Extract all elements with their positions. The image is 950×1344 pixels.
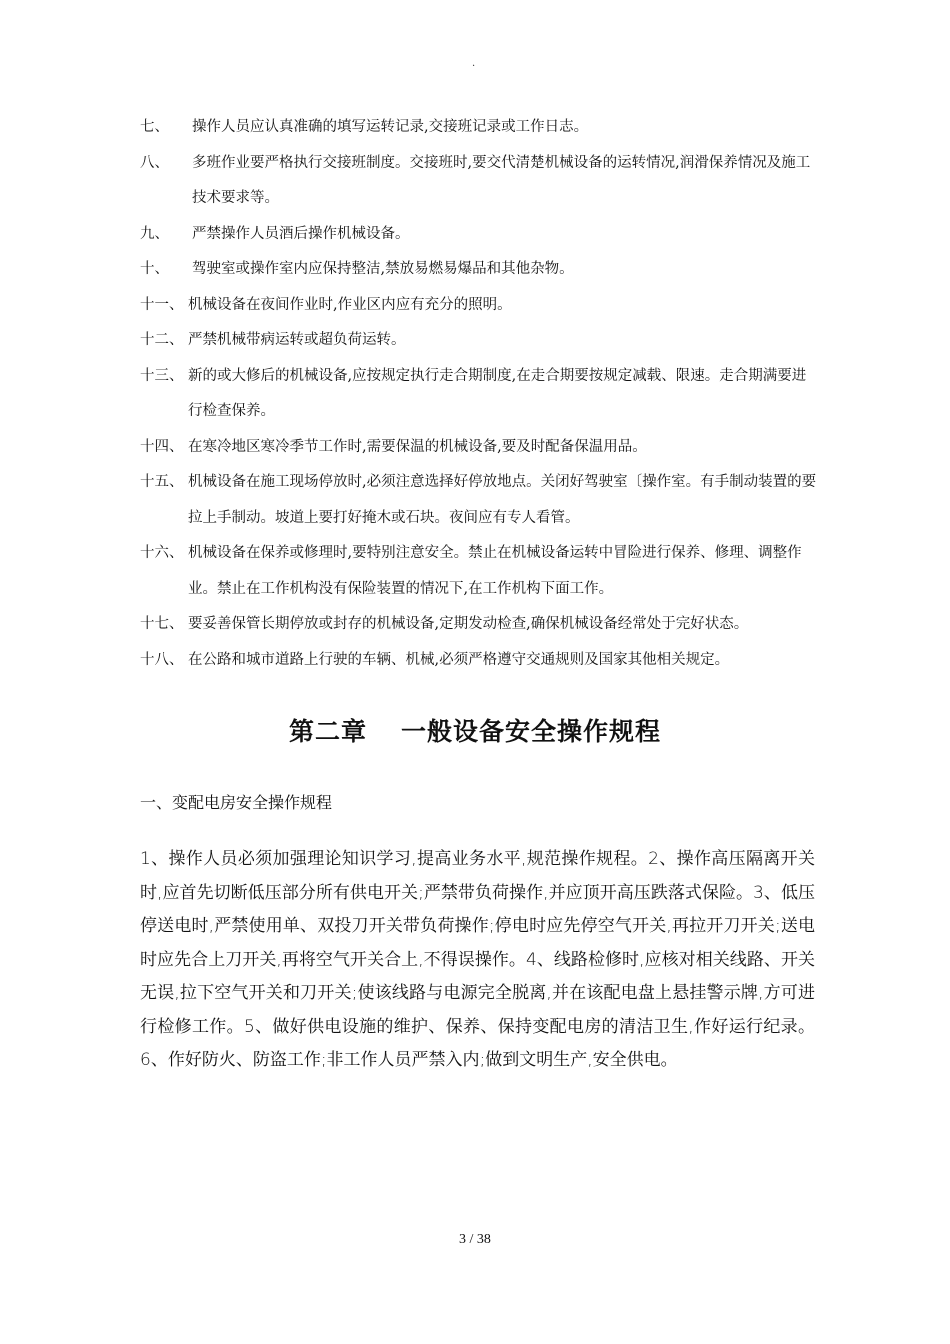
list-item (140, 323, 820, 359)
item-text: 在寒冷地区寒冷季节工作时,需要保温的机械设备,要及时配备保温用品。 (188, 438, 647, 455)
chapter-number: 第二章 (288, 717, 367, 746)
chapter-heading (0, 712, 950, 748)
item-number: 八、 (140, 154, 169, 171)
item-text: 操作人员应认真准确的填写运转记录,交接班记录或工作日志。 (192, 119, 589, 135)
item-number: 十六、 (140, 545, 184, 561)
item-text: 在公路和城市道路上行驶的车辆、机械,必须严格遵守交通规则及国家其他相关规定。 (188, 651, 730, 668)
item-text: 机械设备在施工现场停放时,必须注意选择好停放地点。关闭好驾驶室〔操作室。有手制动装置的要拉上手制动。坡道上要打好掩木或石块。夜间应有专人看管。 (188, 474, 817, 526)
list-item (140, 110, 820, 146)
item-text: 机械设备在保养或修理时,要特别注意安全。禁止在机械设备运转中冒险进行保养、修理、调整作业。禁止在工作机构没有保险装置的情况下,在工作机构下面工作。 (188, 545, 802, 597)
item-text: 驾驶室或操作室内应保持整洁,禁放易燃易爆品和其他杂物。 (192, 261, 574, 277)
item-text: 严禁机械带病运转或超负荷运转。 (188, 332, 406, 348)
item-text: 新的或大修后的机械设备,应按规定执行走合期制度,在走合期要按规定减载、限速。走合期满要进行检查保养。 (188, 367, 807, 419)
list-item (140, 288, 820, 324)
header-mark: . (472, 58, 476, 69)
chapter-title: 一般设备安全操作规程 (401, 717, 662, 746)
item-text: 要妥善保管长期停放或封存的机械设备,定期发动检查,确保机械设备经常处于完好状态。 (188, 616, 749, 632)
list-item (140, 252, 820, 288)
item-text: 严禁操作人员酒后操作机械设备。 (192, 225, 410, 242)
item-number: 十八、 (140, 651, 184, 668)
list-item (140, 536, 820, 607)
body-paragraph: 1、操作人员必须加强理论知识学习,提高业务水平,规范操作规程。2、操作高压隔离开关时,应首先切断低压部分所有供电开关;严禁带负荷操作,并应顶开高压跌落式保险。3、低压停送电时,严禁使用单、双投刀开关带负荷操作;停电时应先停空气开关,再拉开刀开关;送电时应先合上刀开关,再将空气开关合上,不得误操作。4、线路检修时,应核对相关线路、开关无误,拉下空气开关和刀开关;使该线路与电源完全脱离,并在该配电盘上悬挂警示牌,方可进行检修工作。5、做好供电设施的维护、保养、保持变配电房的清洁卫生,作好运行纪录。6、作好防火、防盗工作;非工作人员严禁入内;做到文明生产,安全供电。 (140, 849, 815, 1070)
section-title: 一、变配电房安全操作规程 (140, 793, 333, 812)
list-item (140, 607, 820, 643)
item-number: 十、 (140, 261, 169, 277)
rules-list (140, 110, 820, 678)
item-text: 多班作业要严格执行交接班制度。交接班时,要交代清楚机械设备的运转情况,润滑保养情况及施工技术要求等。 (192, 154, 811, 206)
item-number: 十三、 (140, 367, 184, 384)
item-number: 十二、 (140, 332, 184, 348)
list-item (140, 465, 820, 536)
list-item (140, 430, 820, 466)
item-number: 十四、 (140, 438, 184, 455)
list-item (140, 359, 820, 430)
item-number: 九、 (140, 225, 169, 242)
item-number: 十五、 (140, 474, 184, 490)
item-number: 十七、 (140, 616, 184, 632)
page-number: 3 / 38 (459, 1232, 491, 1247)
list-item (140, 643, 820, 679)
item-number: 七、 (140, 119, 169, 135)
item-text: 机械设备在夜间作业时,作业区内应有充分的照明。 (188, 296, 512, 313)
list-item (140, 146, 820, 217)
list-item (140, 217, 820, 253)
item-number: 十一、 (140, 296, 184, 313)
